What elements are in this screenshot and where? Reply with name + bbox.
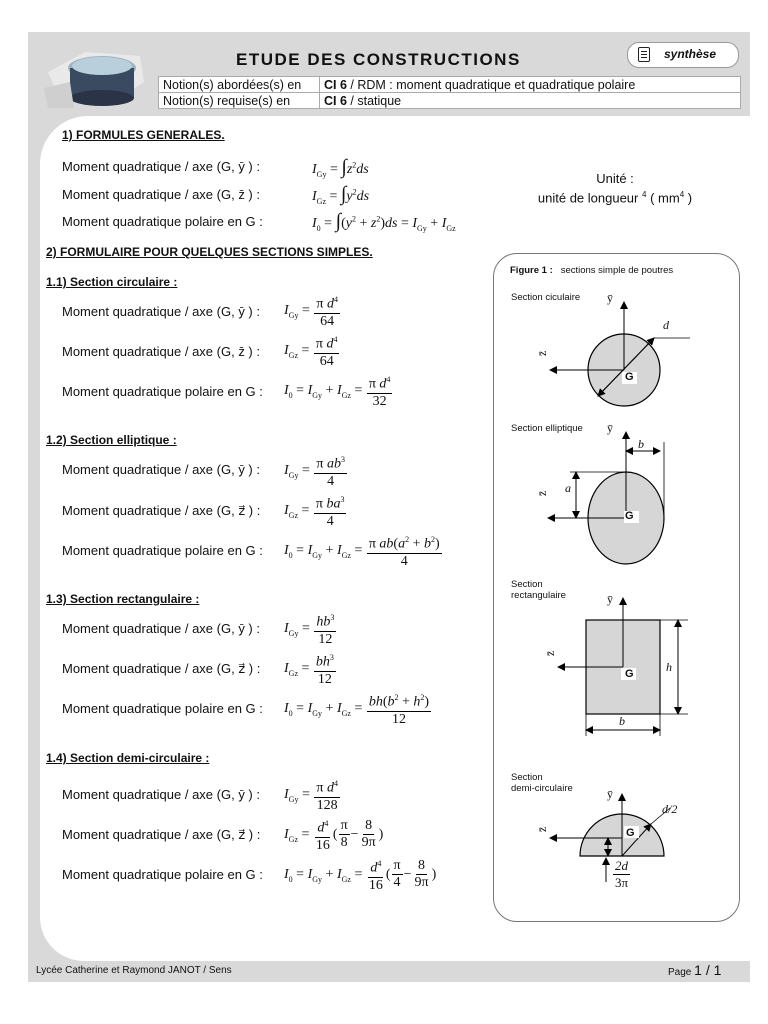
formula-igz-general: $I_{Gz} = \int y^2ds$ bbox=[312, 183, 370, 206]
axis-y-label: ȳ bbox=[607, 592, 613, 606]
notion-label: Notion(s) requise(s) en bbox=[159, 93, 320, 109]
axis-y-label: ȳ bbox=[607, 291, 613, 305]
radius-label: d/2 bbox=[662, 802, 678, 816]
page-title: ETUDE DES CONSTRUCTIONS bbox=[236, 50, 521, 69]
subsection-elliptic-title: 1.2) Section elliptique : bbox=[46, 433, 177, 447]
axis-z-label: z̄ bbox=[535, 350, 550, 357]
label-moment-y: Moment quadratique / axe (G, ȳ ) : bbox=[62, 159, 260, 174]
centroid-label: G bbox=[625, 668, 634, 680]
footer-school: Lycée Catherine et Raymond JANOT / Sens bbox=[36, 965, 232, 976]
label-circ-polar: Moment quadratique polaire en G : bbox=[62, 384, 263, 399]
label-moment-z: Moment quadratique / axe (G, z̄ ) : bbox=[62, 187, 260, 202]
label-ell-polar: Moment quadratique polaire en G : bbox=[62, 543, 263, 558]
formula-rect-i0: $I_0 = I_{Gy} + I_{Gz}$ = $\frac{bh(b^2 + h^2)}{12}$ bbox=[284, 690, 432, 728]
axis-z-label: z̄ bbox=[535, 826, 550, 833]
section-1-title: 1) FORMULES GENERALES. bbox=[62, 128, 225, 142]
label-rect-polar: Moment quadratique polaire en G : bbox=[62, 701, 263, 716]
logo-image bbox=[40, 42, 150, 112]
figure-label-rect: Section rectangulaire bbox=[511, 579, 566, 601]
width-label: b bbox=[619, 714, 625, 728]
label-moment-polar: Moment quadratique polaire en G : bbox=[62, 214, 263, 229]
formula-circ-igy: $I_{Gy}$ = $\frac{\pi d^4}{64}$ bbox=[284, 292, 341, 330]
section-2-title: 2) FORMULAIRE POUR QUELQUES SECTIONS SIMPLES. bbox=[46, 245, 373, 259]
label-demi-z: Moment quadratique / axe (G, z⃗ ) : bbox=[62, 827, 261, 842]
diagram-circular bbox=[530, 288, 730, 413]
formula-ell-i0: $I_0 = I_{Gy} + I_{Gz}$ = $\frac{\pi ab(a^2 + b^2)}{4}$ bbox=[284, 532, 443, 570]
synthese-label: synthèse bbox=[664, 47, 717, 61]
formula-igy-general: $I_{Gy} = \int z^2ds$ bbox=[312, 156, 369, 179]
formula-demi-i0: $I_0 = I_{Gy} + I_{Gz}$ = $\frac{d^4}{16}$ ( $\frac{\pi}{4}$ − $\frac{8}{9\pi}$ ) bbox=[284, 856, 436, 894]
formula-ell-igy: $I_{Gy}$ = $\frac{\pi ab^3}{4}$ bbox=[284, 452, 348, 490]
label-ell-y: Moment quadratique / axe (G, ȳ ) : bbox=[62, 462, 260, 477]
label-circ-z: Moment quadratique / axe (G, z̄ ) : bbox=[62, 344, 260, 359]
centroid-label: G bbox=[625, 510, 634, 522]
centroid-label: G bbox=[626, 827, 635, 839]
unit-note: Unité : unité de longueur $^4$ ( $mm^4$ ) bbox=[537, 171, 693, 206]
synthese-badge bbox=[627, 42, 739, 68]
formula-rect-igz: $I_{Gz}$ = $\frac{bh^3}{12}$ bbox=[284, 650, 337, 688]
label-circ-y: Moment quadratique / axe (G, ȳ ) : bbox=[62, 304, 260, 319]
axis-y-label: ȳ bbox=[607, 787, 613, 801]
formula-demi-igy: $I_{Gy}$ = $\frac{\pi d^4}{128}$ bbox=[284, 776, 341, 814]
label-ell-z: Moment quadratique / axe (G, z⃗ ) : bbox=[62, 503, 261, 518]
centroid-distance: $\frac{2d}{3\pi}$ bbox=[615, 858, 629, 890]
semi-axis-a-label: a bbox=[565, 481, 571, 495]
label-demi-y: Moment quadratique / axe (G, ȳ ) : bbox=[62, 787, 260, 802]
axis-z-label: z̄ bbox=[535, 490, 550, 497]
notion-value: CI 6 / RDM : moment quadratique et quadratique polaire bbox=[320, 77, 741, 93]
centroid-label: G bbox=[625, 371, 634, 383]
figure-label-semicircle: Section demi-circulaire bbox=[511, 772, 573, 794]
notion-value: CI 6 / statique bbox=[320, 93, 741, 109]
document-icon bbox=[638, 47, 650, 62]
label-demi-polar: Moment quadratique polaire en G : bbox=[62, 867, 263, 882]
height-label: h bbox=[666, 660, 672, 674]
semi-axis-b-label: b bbox=[638, 437, 644, 451]
subsection-semicircle-title: 1.4) Section demi-circulaire : bbox=[46, 751, 210, 765]
formula-i0-general: $I_0 = \int(y^2 + z^2)ds = I_{Gy} + I_{Gz}$ bbox=[312, 210, 456, 233]
axis-y-label: ȳ bbox=[607, 421, 613, 435]
formula-demi-igz: $I_{Gz}$ = $\frac{d^4}{16}$ ( $\frac{\pi}{8}$ − $\frac{8}{9\pi}$ ) bbox=[284, 816, 383, 854]
formula-ell-igz: $I_{Gz}$ = $\frac{\pi ba^3}{4}$ bbox=[284, 492, 347, 530]
axis-z-label: z̄ bbox=[543, 650, 558, 657]
subsection-rect-title: 1.3) Section rectangulaire : bbox=[46, 592, 200, 606]
figure-label-circular: Section ciculaire bbox=[511, 292, 581, 303]
formula-circ-i0: $I_0 = I_{Gy} + I_{Gz}$ = $\frac{\pi d^4}{32}$ bbox=[284, 372, 393, 410]
diagram-elliptic bbox=[530, 420, 730, 570]
notion-row bbox=[159, 77, 741, 93]
figure-label-elliptic: Section elliptique bbox=[511, 423, 583, 434]
notion-table bbox=[158, 76, 741, 109]
figure-caption: Figure 1 : sections simple de poutres bbox=[510, 265, 674, 276]
formula-rect-igy: $I_{Gy}$ = $\frac{hb^3}{12}$ bbox=[284, 610, 337, 648]
diameter-label: d bbox=[663, 318, 669, 332]
notion-label: Notion(s) abordées(s) en bbox=[159, 77, 320, 93]
label-rect-z: Moment quadratique / axe (G, z⃗ ) : bbox=[62, 661, 261, 676]
diagram-rect bbox=[530, 590, 730, 740]
footer-page: Page 1 / 1 bbox=[668, 962, 722, 978]
label-rect-y: Moment quadratique / axe (G, ȳ ) : bbox=[62, 621, 260, 636]
notion-row bbox=[159, 93, 741, 109]
subsection-circular-title: 1.1) Section circulaire : bbox=[46, 275, 178, 289]
formula-circ-igz: $I_{Gz}$ = $\frac{\pi d^4}{64}$ bbox=[284, 332, 340, 370]
